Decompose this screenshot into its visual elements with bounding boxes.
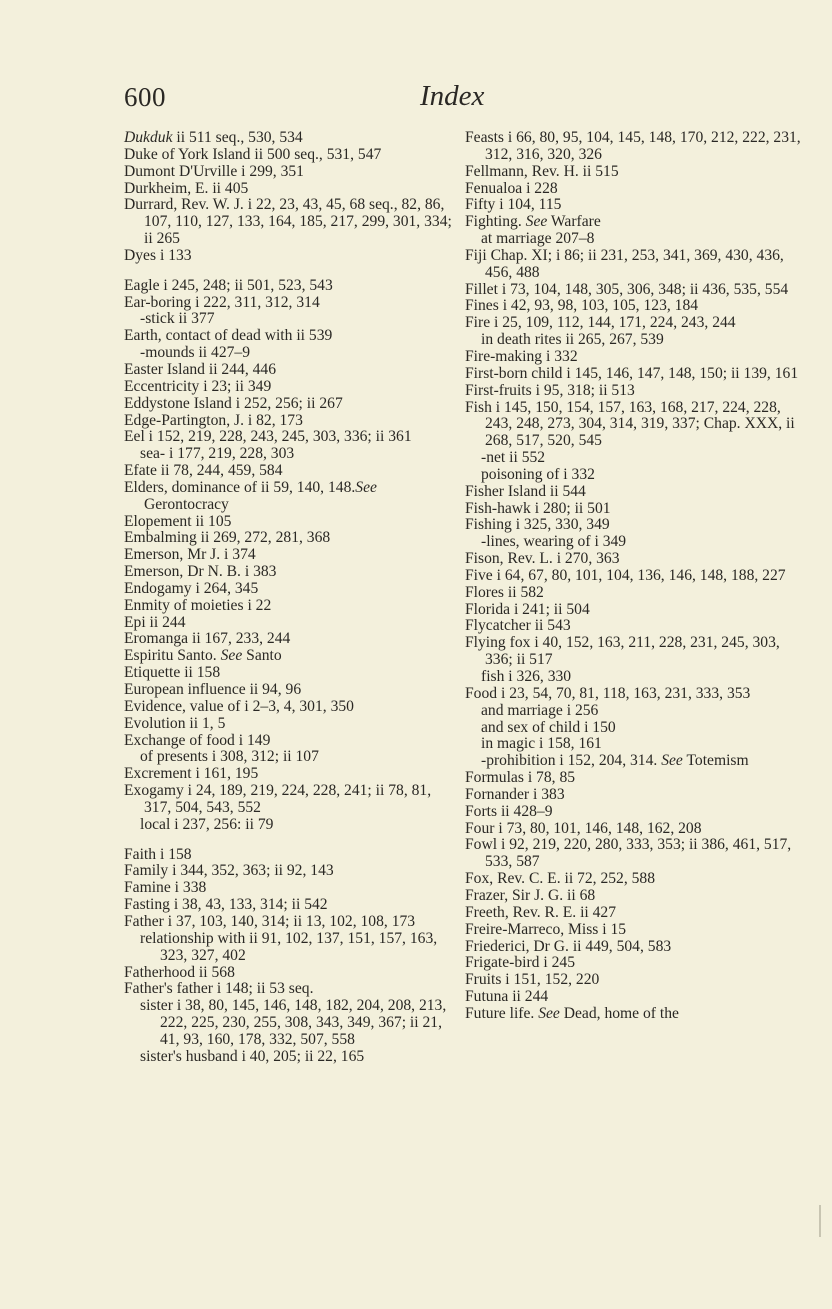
index-entry [465,905,810,922]
index-entry [465,1006,810,1023]
entry-references: ii 539 [292,327,333,345]
entry-references: ii 91, 102, 137, 151, 157, 163, 323, 327, 402 [160,929,438,964]
entry-references: ii 377 [174,310,215,328]
entry-heading: Espiritu Santo. [124,647,217,665]
entry-heading: Eccentricity [124,377,200,395]
entry-heading: Evidence, value of [124,697,241,715]
entry-heading: Futuna [465,988,509,1006]
entry-heading: Future life. [465,1004,535,1022]
entry-heading: Emerson, Dr N. B. [124,563,241,581]
index-entry [465,568,810,585]
entry-heading: Etiquette [124,664,181,682]
index-entry [124,598,454,615]
see-reference-label: See [216,647,243,665]
entry-references: i 299, 351 [237,162,304,180]
index-subentry [465,753,810,770]
see-reference-label: See [355,478,377,496]
index-entry [465,837,810,871]
entry-heading: Ear-boring [124,293,192,311]
entry-references: ii 158 [180,664,221,682]
entry-heading: sister [140,997,173,1015]
entry-heading: Exogamy [124,782,184,800]
entry-heading: Fiji [465,246,487,264]
entry-heading: Fison, Rev. L. [465,550,553,568]
entry-heading: Durkheim, E. [124,179,209,197]
index-entry [124,181,454,198]
entry-references: ii 568 [195,963,235,981]
index-subentry [465,467,810,484]
entry-heading: Fellmann, Rev. H. [465,162,579,180]
index-entry [124,648,454,665]
entry-heading: and sex of child [481,718,581,736]
entry-references: i 23; ii 349 [199,377,272,395]
index-subentry [465,703,810,720]
entry-heading: Fisher Island [465,482,546,500]
index-entry [124,733,454,750]
index-entry [465,197,810,214]
entry-references: i 245 [539,954,576,972]
entry-references: i 151, 152, 220 [501,971,600,989]
entry-heading: Evolution [124,714,186,732]
entry-references: i 82, 173 [243,411,303,429]
entry-references: i 344, 352, 363; ii 92, 143 [168,862,334,880]
entry-heading: Emerson, Mr J. [124,546,221,564]
index-entry [124,766,454,783]
entry-references: i 161, 195 [191,765,259,783]
entry-references: i 148; ii 53 seq. [212,980,314,998]
entry-heading: Faith [124,845,157,863]
page-number: 600 [124,82,166,112]
entry-references: ii 511 seq., 530, 534 [172,129,303,146]
see-reference-label: See [521,213,548,231]
entry-heading: in death rites [481,331,562,349]
index-entry [124,362,454,379]
index-entry [465,164,810,181]
see-reference-target: Dead, home of the [559,1004,679,1022]
entry-references: ii 94, 96 [245,681,302,698]
entry-heading: Flores [465,583,504,601]
entry-references: i 241; ii 504 [510,600,590,618]
entry-references: ii 428–9 [497,802,553,820]
entry-heading: Fasting [124,896,170,914]
entry-references: ii 543 [530,617,571,635]
entry-heading: Dyes [124,246,157,264]
entry-references: i 133 [156,246,192,264]
index-entry [124,981,454,998]
entry-heading: -mounds [140,344,195,362]
entry-heading: Fire-making [465,347,543,365]
entry-references: i 158, 161 [535,735,602,753]
index-entry [124,197,454,248]
entry-heading: Freire-Marreco, Miss [465,920,599,938]
entry-heading: Five [465,566,493,584]
entry-heading: Eddystone Island [124,394,232,412]
entry-heading: Embalming [124,529,197,547]
entry-heading: Feasts [465,129,504,146]
index-entry [124,682,454,699]
entry-references: ii 544 [546,482,586,500]
index-entry [465,298,810,315]
entry-heading: local [140,815,171,833]
running-title: Index [420,80,485,112]
index-subentry [465,720,810,737]
entry-heading: Fatherhood [124,963,196,981]
entry-references: i 104, 115 [495,196,562,214]
entry-references: i 25, 109, 112, 144, 171, 224, 243, 244 [490,314,736,332]
entry-references: i 78, 85 [523,769,576,787]
entry-references: i 228 [522,179,558,197]
entry-references: i 145, 150, 154, 157, 163, 168, 217, 224, 228, 243, 248, 273, 304, 314, 319, 337; Chap. XXX, ii 268, 517, 520, 545 [485,398,795,450]
entry-heading: Frigate-bird [465,954,540,972]
entry-references: ii 59, 140, 148. [256,478,356,496]
entry-references: ii 244, 446 [204,360,277,378]
entry-references: i 42, 93, 98, 103, 105, 123, 184 [498,297,699,315]
entry-heading: Eagle [124,276,160,294]
index-entry [465,787,810,804]
index-entry [124,615,454,632]
index-entry [465,686,810,703]
entry-references: i 264, 345 [191,579,259,597]
entry-heading: at marriage [481,230,552,248]
entry-heading: Forts [465,802,498,820]
entry-references: Chap. XI; i 86; ii 231, 253, 341, 369, 430, 436, 456, 488 [485,246,784,281]
entry-heading: Duke of York Island [124,145,251,163]
entry-heading: Freeth, Rev. R. E. [465,903,577,921]
entry-references: i 145, 146, 147, 148, 150; ii 139, 161 [562,364,799,382]
index-entry [124,248,454,265]
index-subentry [124,931,454,965]
entry-references: ii 500 seq., 531, 547 [250,145,382,163]
entry-references: i 383 [240,563,277,581]
entry-references: i 326, 330 [504,668,572,685]
entry-heading: European influence [124,681,246,698]
entry-heading: Dumont D'Urville [124,162,238,180]
entry-references: i 40, 205; ii 22, 165 [237,1047,365,1065]
entry-heading: sister's husband [140,1047,238,1065]
index-entry [124,147,454,164]
entry-heading: -lines, wearing of [481,533,591,551]
entry-heading: Dukduk [124,129,173,146]
index-subentry [124,749,454,766]
entry-heading: Florida [465,600,511,618]
entry-references: i 222, 311, 312, 314 [191,293,320,311]
entry-heading: Fire [465,314,491,332]
entry-references: i 2–3, 4, 301, 350 [240,697,354,715]
entry-references: i 338 [170,879,207,897]
index-subentry [124,998,454,1049]
entry-references: ii 105 [191,512,232,530]
entry-heading: Fruits [465,971,502,989]
entry-heading: Family [124,862,169,880]
entry-references: ii 405 [208,179,249,197]
index-entry [465,635,810,669]
index-entry [124,631,454,648]
entry-heading: -stick [140,310,175,328]
entry-references: ii 78, 244, 459, 584 [156,462,283,480]
see-reference-target: Gerontocracy [144,495,229,513]
entry-heading: Elopement [124,512,192,530]
index-entry [124,413,454,430]
entry-references: i 23, 54, 70, 81, 118, 163, 231, 333, 353 [497,684,751,702]
index-entry [124,164,454,181]
index-entry [124,965,454,982]
index-entry [124,328,454,345]
index-subentry [465,231,810,248]
see-reference-label: See [657,752,683,770]
index-entry [465,888,810,905]
entry-references: ii 244 [145,613,186,631]
entry-heading: in magic [481,735,536,753]
index-entry [465,585,810,602]
entry-references: i 15 [598,920,627,938]
index-subentry [465,332,810,349]
entry-references: i 66, 80, 95, 104, 145, 148, 170, 212, 222, 231, 312, 316, 320, 326 [485,129,801,163]
index-entry [124,396,454,413]
entry-heading: Fillet [465,280,498,298]
entry-heading: Endogamy [124,579,192,597]
index-subentry [465,669,810,686]
index-entry [465,972,810,989]
entry-references: ii 269, 272, 281, 368 [196,529,331,547]
entry-references: ii 68 [563,886,596,904]
index-entry [124,547,454,564]
entry-references: i 158 [156,845,192,863]
entry-references: i 270, 363 [552,550,620,568]
entry-heading: Epi [124,613,146,631]
index-entry [465,383,810,400]
index-entry [465,821,810,838]
index-entry [465,214,810,231]
index-entry [465,804,810,821]
entry-references: i 152, 204, 314. [555,752,658,770]
entry-references: i 64, 67, 80, 101, 104, 136, 146, 148, 188, 227 [492,566,786,584]
entry-references: i 150 [580,718,616,736]
entry-references: i 40, 152, 163, 211, 228, 231, 245, 303, 336; ii 517 [485,634,780,669]
entry-heading: Elders, dominance of [124,478,257,496]
entry-heading: fish [481,668,505,685]
entry-heading: Fines [465,297,499,315]
index-subentry [465,534,810,551]
entry-heading: First-fruits [465,381,532,399]
entry-heading: Fenualoa [465,179,523,197]
margin-mark [819,1205,821,1237]
entry-heading: -prohibition [481,752,556,770]
entry-references: i 280; ii 501 [530,499,611,517]
entry-heading: Durrard, Rev. W. J. [124,196,244,214]
index-entry [465,130,810,164]
entry-references: ii 515 [578,162,619,180]
index-entry [124,665,454,682]
entry-heading: Famine [124,879,171,897]
entry-references: i 349 [590,533,627,551]
see-reference-label: See [534,1004,560,1022]
index-entry [124,847,454,864]
entry-heading: Easter Island [124,360,205,378]
index-entry [465,282,810,299]
entry-references: i 38, 80, 145, 146, 148, 182, 204, 208, 213, 222, 225, 230, 255, 308, 343, 349, 367; ii 21, 41, 93, 160, 178, 332, 507, 558 [160,997,447,1048]
index-entry [465,602,810,619]
entry-heading: Fighting. [465,213,522,231]
index-entry [124,514,454,531]
entry-references: i 38, 43, 133, 314; ii 542 [169,896,328,914]
entry-heading: and marriage [481,701,563,719]
entry-references: i 24, 189, 219, 224, 228, 241; ii 78, 81, 317, 504, 543, 552 [144,782,432,816]
entry-heading: Frazer, Sir J. G. [465,886,564,904]
index-entry [124,463,454,480]
index-entry [465,315,810,332]
entry-references: ii 427 [576,903,617,921]
entry-references: i 308, 312; ii 107 [208,748,319,766]
entry-heading: Food [465,684,498,702]
index-subentry [124,446,454,463]
entry-references: ii 265, 267, 539 [561,331,664,349]
index-entry [124,480,454,514]
entry-heading: -net [481,449,506,467]
index-entry [465,618,810,635]
index-entry [465,955,810,972]
entry-heading: Eel [124,428,145,446]
index-entry [124,783,454,817]
index-entry [465,366,810,383]
entry-heading: Fish [465,398,492,416]
entry-references: i 73, 80, 101, 146, 148, 162, 208 [494,819,702,837]
index-entry [124,130,454,147]
index-entry [465,770,810,787]
index-entry [124,581,454,598]
entry-heading: Enmity of moieties [124,596,244,614]
index-subentry [124,345,454,362]
entry-heading: Fish-hawk [465,499,531,517]
entry-heading: poisoning of [481,465,560,483]
entry-references: i 245, 248; ii 501, 523, 543 [159,276,333,294]
index-entry [465,517,810,534]
entry-heading: of presents [140,748,208,766]
entry-references: i 252, 256; ii 267 [231,394,343,412]
entry-heading: Father's father [124,980,213,998]
index-subentry [124,311,454,328]
entry-references: ii 72, 252, 588 [560,870,656,888]
entry-references: i 325, 330, 349 [511,516,610,534]
entry-references: i 95, 318; ii 513 [531,381,635,399]
index-column-right [465,130,810,1023]
entry-references: ii 167, 233, 244 [188,630,291,648]
index-entry [465,248,810,282]
entry-references: i 332 [559,465,595,483]
entry-heading: Father [124,912,164,930]
entry-heading: Four [465,819,495,837]
entry-references: i 332 [542,347,578,365]
index-entry [465,939,810,956]
entry-heading: Efate [124,462,157,480]
index-entry [465,989,810,1006]
entry-references: i 37, 103, 140, 314; ii 13, 102, 108, 173 [163,912,416,930]
entry-references: ii 427–9 [194,344,251,362]
entry-heading: Excrement [124,765,192,783]
entry-heading: Fishing [465,516,512,534]
entry-references: ii 244 [508,988,549,1006]
entry-references: ii 552 [505,449,546,467]
entry-references: i 22 [243,596,272,614]
entry-references: i 22, 23, 43, 45, 68 seq., 82, 86, 107, 110, 127, 133, 164, 185, 217, 299, 301, 334; ii 265 [144,196,452,248]
entry-heading: Friederici, Dr G. [465,937,569,955]
entry-references: 207–8 [551,230,595,248]
index-entry [465,181,810,198]
index-entry [465,484,810,501]
entry-heading: Earth, contact of dead with [124,327,293,345]
index-subentry [124,1049,454,1066]
index-entry [124,530,454,547]
see-reference-target: Warfare [547,213,601,231]
entry-references: ii 1, 5 [185,714,226,732]
index-entry [124,914,454,931]
entry-heading: Exchange of food [124,731,235,749]
index-entry [465,551,810,568]
index-entry [124,379,454,396]
entry-references: i 73, 104, 148, 305, 306, 348; ii 436, 535, 554 [497,280,789,298]
entry-heading: Edge-Partington, J. [124,411,244,429]
entry-heading: Eromanga [124,630,189,648]
entry-references: ii 449, 504, 583 [568,937,672,955]
index-entry [124,295,454,312]
entry-references: i 149 [234,731,271,749]
entry-references: i 177, 219, 228, 303 [165,445,295,463]
entry-heading: Fowl [465,836,498,854]
index-entry [124,716,454,733]
index-entry [124,880,454,897]
index-entry [124,429,454,446]
index-entry [465,349,810,366]
entry-references: i 256 [562,701,599,719]
index-entry [124,278,454,295]
entry-heading: Fifty [465,196,496,214]
entry-heading: Formulas [465,769,524,787]
index-entry [124,897,454,914]
entry-heading: First-born child [465,364,563,382]
index-column-left [124,130,454,1066]
index-entry [465,400,810,451]
see-reference-target: Totemism [682,752,749,770]
entry-references: i 92, 219, 220, 280, 333, 353; ii 386, 461, 517, 533, 587 [485,836,792,871]
entry-references: i 237, 256: ii 79 [170,815,274,833]
see-reference-target: Santo [242,647,282,665]
index-entry [124,564,454,581]
entry-references: i 152, 219, 228, 243, 245, 303, 336; ii 361 [144,428,412,446]
entry-heading: Fox, Rev. C. E. [465,870,561,888]
entry-references: ii 582 [503,583,544,601]
index-entry [465,871,810,888]
index-subentry [465,450,810,467]
index-entry [465,501,810,518]
entry-heading: relationship with [140,929,246,947]
index-entry [124,699,454,716]
index-subentry [124,817,454,834]
index-subentry [465,736,810,753]
entry-heading: Fornander [465,785,530,803]
entry-heading: sea- [140,445,166,463]
entry-heading: Flycatcher [465,617,531,635]
entry-heading: Flying fox [465,634,531,652]
index-entry [465,922,810,939]
entry-references: i 383 [529,785,565,803]
index-entry [124,863,454,880]
entry-references: i 374 [220,546,256,564]
